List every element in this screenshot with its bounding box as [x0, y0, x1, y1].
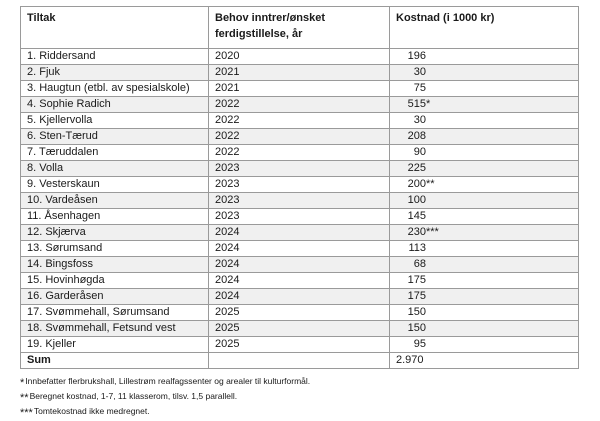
- table-row: [21, 209, 579, 225]
- cell-aar: 2023: [209, 177, 390, 193]
- table-row: [21, 145, 579, 161]
- kostnad-value: 230: [407, 226, 426, 238]
- cell-aar: 2021: [209, 65, 390, 81]
- cell-kostnad: [390, 161, 579, 177]
- cell-tiltak: 13. Sørumsand: [21, 241, 209, 257]
- cell-tiltak: 3. Haugtun (etbl. av spesialskole): [21, 81, 209, 97]
- table-row: [21, 49, 579, 65]
- footnote: [20, 374, 580, 389]
- cell-kostnad: [390, 305, 579, 321]
- cell-kostnad: [390, 97, 579, 113]
- kostnad-value: 208: [407, 130, 426, 142]
- cell-aar: 2025: [209, 321, 390, 337]
- cell-tiltak: 12. Skjærva: [21, 225, 209, 241]
- kostnad-value: 113: [408, 242, 426, 254]
- header-tiltak: Tiltak: [21, 7, 209, 49]
- table-row: [21, 321, 579, 337]
- sum-label: Sum: [21, 353, 209, 369]
- kostnad-value: 30: [413, 114, 426, 126]
- cell-tiltak: 16. Garderåsen: [21, 289, 209, 305]
- cell-aar: 2021: [209, 81, 390, 97]
- cell-tiltak: 17. Svømmehall, Sørumsand: [21, 305, 209, 321]
- cell-aar: 2024: [209, 225, 390, 241]
- cell-kostnad: [390, 321, 579, 337]
- cost-table: [20, 6, 579, 369]
- cell-tiltak: 5. Kjellervolla: [21, 113, 209, 129]
- cell-tiltak: 19. Kjeller: [21, 337, 209, 353]
- cell-kostnad: [390, 129, 579, 145]
- table-row: [21, 193, 579, 209]
- kostnad-value: 515: [407, 98, 426, 110]
- footnote-marker: **: [426, 178, 435, 190]
- footnote-text: Innbefatter flerbrukshall, Lillestrøm realfagssenter og arealer til kulturformål.: [25, 376, 311, 386]
- cell-aar: 2024: [209, 273, 390, 289]
- cell-tiltak: 4. Sophie Radich: [21, 97, 209, 113]
- table-row: [21, 81, 579, 97]
- table-row: [21, 257, 579, 273]
- kostnad-value: 95: [413, 338, 426, 350]
- cell-kostnad: [390, 81, 579, 97]
- kostnad-value: 30: [413, 66, 426, 78]
- cell-aar: 2024: [209, 241, 390, 257]
- cell-tiltak: 7. Tæruddalen: [21, 145, 209, 161]
- kostnad-value: 90: [413, 146, 426, 158]
- kostnad-value: 175: [407, 290, 426, 302]
- table-header: [21, 7, 579, 49]
- footnotes: [20, 374, 580, 419]
- cell-aar: 2025: [209, 305, 390, 321]
- footnote-text: Tomtekostnad ikke medregnet.: [33, 406, 150, 416]
- table-row: [21, 161, 579, 177]
- cell-aar: 2023: [209, 161, 390, 177]
- kostnad-value: 225: [407, 162, 426, 174]
- cell-kostnad: [390, 113, 579, 129]
- cell-tiltak: 15. Hovinhøgda: [21, 273, 209, 289]
- cell-tiltak: 18. Svømmehall, Fetsund vest: [21, 321, 209, 337]
- header-aar: Behov inntrer/ønsket ferdigstillelse, år: [209, 7, 390, 49]
- cell-aar: 2023: [209, 209, 390, 225]
- table-row: [21, 177, 579, 193]
- cell-aar: 2025: [209, 337, 390, 353]
- kostnad-value: 200: [407, 178, 426, 190]
- table-row: [21, 113, 579, 129]
- footnote: [20, 404, 580, 419]
- kostnad-value: 100: [407, 194, 426, 206]
- table-row: [21, 129, 579, 145]
- table-row: [21, 241, 579, 257]
- cell-aar: 2024: [209, 289, 390, 305]
- cell-aar: 2024: [209, 257, 390, 273]
- kostnad-value: 175: [407, 274, 426, 286]
- cell-tiltak: 10. Vardeåsen: [21, 193, 209, 209]
- kostnad-value: 150: [407, 306, 426, 318]
- sum-kostnad: 2.970: [390, 353, 579, 369]
- footnote-mark: **: [20, 392, 29, 404]
- cell-tiltak: 14. Bingsfoss: [21, 257, 209, 273]
- footnote-marker: *: [426, 98, 431, 110]
- cell-aar: 2020: [209, 49, 390, 65]
- cell-kostnad: [390, 49, 579, 65]
- cell-kostnad: [390, 145, 579, 161]
- cell-aar: 2023: [209, 193, 390, 209]
- kostnad-value: 196: [407, 50, 426, 62]
- table-row: [21, 65, 579, 81]
- table-row: [21, 273, 579, 289]
- cell-kostnad: [390, 193, 579, 209]
- cell-kostnad: [390, 289, 579, 305]
- sum-row: [21, 353, 579, 369]
- footnote-marker: ***: [426, 226, 439, 238]
- footnote: [20, 389, 580, 404]
- cell-kostnad: [390, 337, 579, 353]
- cell-kostnad: [390, 257, 579, 273]
- cell-tiltak: 11. Åsenhagen: [21, 209, 209, 225]
- cell-aar: 2022: [209, 129, 390, 145]
- cell-kostnad: [390, 177, 579, 193]
- cell-tiltak: 6. Sten-Tærud: [21, 129, 209, 145]
- kostnad-value: 68: [413, 258, 426, 270]
- cell-aar: 2022: [209, 113, 390, 129]
- cell-aar: 2022: [209, 97, 390, 113]
- cell-tiltak: 9. Vesterskaun: [21, 177, 209, 193]
- header-row: [21, 7, 579, 49]
- table-row: [21, 97, 579, 113]
- table-body: [21, 49, 579, 353]
- table-row: [21, 225, 579, 241]
- table-row: [21, 289, 579, 305]
- cell-aar: 2022: [209, 145, 390, 161]
- cell-kostnad: [390, 209, 579, 225]
- cell-kostnad: [390, 241, 579, 257]
- table-row: [21, 305, 579, 321]
- kostnad-value: 145: [407, 210, 426, 222]
- cell-kostnad: [390, 273, 579, 289]
- table-footer: [21, 353, 579, 369]
- kostnad-value: 150: [407, 322, 426, 334]
- cell-tiltak: 2. Fjuk: [21, 65, 209, 81]
- footnote-mark: *: [20, 377, 25, 389]
- table-row: [21, 337, 579, 353]
- cell-kostnad: [390, 225, 579, 241]
- footnote-text: Beregnet kostnad, 1-7, 11 klasserom, tilsv. 1,5 parallell.: [29, 391, 238, 401]
- cell-tiltak: 8. Volla: [21, 161, 209, 177]
- kostnad-value: 75: [413, 82, 426, 94]
- sum-aar: [209, 353, 390, 369]
- header-kostnad: Kostnad (i 1000 kr): [390, 7, 579, 49]
- document-page: [20, 6, 580, 419]
- footnote-mark: ***: [20, 407, 33, 419]
- cell-tiltak: 1. Riddersand: [21, 49, 209, 65]
- cell-kostnad: [390, 65, 579, 81]
